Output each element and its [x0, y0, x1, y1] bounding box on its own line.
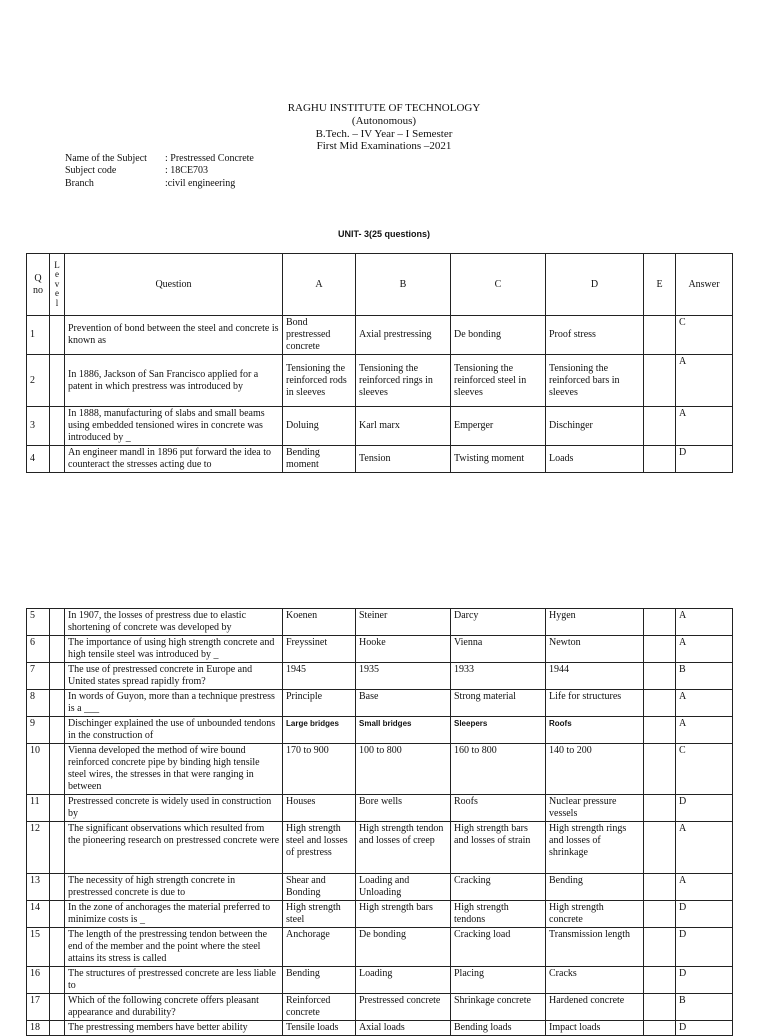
- option-d: Hygen: [546, 609, 644, 636]
- option-d: Impact loads: [546, 1021, 644, 1036]
- option-d: Transmission length: [546, 928, 644, 967]
- table-row: [27, 994, 733, 1021]
- option-d: Loads: [546, 446, 644, 473]
- question-text: In 1886, Jackson of San Francisco applied for a patent in which prestress was introduced by: [65, 355, 283, 407]
- question-text: The structures of prestressed concrete are less liable to: [65, 967, 283, 994]
- question-text: In 1907, the losses of prestress due to elastic shortening of concrete was developed by: [65, 609, 283, 636]
- question-text: The necessity of high strength concrete in prestressed concrete is due to: [65, 874, 283, 901]
- answer-cell: D: [676, 1021, 733, 1036]
- meta-branch: [65, 178, 235, 190]
- option-a: Freyssinet: [283, 636, 356, 663]
- question-text: An engineer mandl in 1896 put forward the idea to counteract the stresses acting due to: [65, 446, 283, 473]
- option-c: Darcy: [451, 609, 546, 636]
- meta-value: : 18CE703: [165, 165, 209, 176]
- option-c: 160 to 800: [451, 744, 546, 795]
- option-e: [644, 663, 676, 690]
- option-d: High strength rings and losses of shrinkage: [546, 822, 644, 874]
- answer-cell: D: [676, 901, 733, 928]
- table-row: [27, 663, 733, 690]
- option-e: [644, 407, 676, 446]
- answer-cell: D: [676, 928, 733, 967]
- question-number: 3: [27, 407, 50, 446]
- question-text: The prestressing members have better ability: [65, 1021, 283, 1036]
- option-a: Koenen: [283, 609, 356, 636]
- level-cell: [50, 822, 65, 874]
- institute-name: RAGHU INSTITUTE OF TECHNOLOGY: [287, 102, 481, 114]
- question-number: 10: [27, 744, 50, 795]
- option-d: Proof stress: [546, 316, 644, 355]
- level-cell: [50, 355, 65, 407]
- option-d: High strength concrete: [546, 901, 644, 928]
- question-number: 8: [27, 690, 50, 717]
- question-text: Which of the following concrete offers pleasant appearance and durability?: [65, 994, 283, 1021]
- level-cell: [50, 874, 65, 901]
- option-c: Twisting moment: [451, 446, 546, 473]
- option-a: Tensioning the reinforced rods in sleeves: [283, 355, 356, 407]
- level-cell: [50, 928, 65, 967]
- table-row: [27, 967, 733, 994]
- table-row: [27, 795, 733, 822]
- option-d: Cracks: [546, 967, 644, 994]
- question-number: 17: [27, 994, 50, 1021]
- table-row: [27, 744, 733, 795]
- option-d: Nuclear pressure vessels: [546, 795, 644, 822]
- meta-value: :civil engineering: [165, 178, 236, 189]
- table-row: [27, 1021, 733, 1036]
- option-b: Bore wells: [356, 795, 451, 822]
- option-c: De bonding: [451, 316, 546, 355]
- option-c: 1933: [451, 663, 546, 690]
- question-text: Prevention of bond between the steel and concrete is known as: [65, 316, 283, 355]
- option-b: 100 to 800: [356, 744, 451, 795]
- option-e: [644, 744, 676, 795]
- option-a: 170 to 900: [283, 744, 356, 795]
- option-c: Roofs: [451, 795, 546, 822]
- meta-label: Name of the Subject: [65, 153, 147, 164]
- table-row: [27, 690, 733, 717]
- option-a: Anchorage: [283, 928, 356, 967]
- level-cell: [50, 663, 65, 690]
- table-row: [27, 636, 733, 663]
- option-b: Loading: [356, 967, 451, 994]
- meta-label: Subject code: [65, 165, 117, 176]
- option-b: Tensioning the reinforced rings in sleeves: [356, 355, 451, 407]
- option-d: Tensioning the reinforced bars in sleeves: [546, 355, 644, 407]
- level-cell: [50, 967, 65, 994]
- header-answer: Answer: [676, 254, 733, 316]
- level-cell: [50, 1021, 65, 1036]
- option-a: Shear and Bonding: [283, 874, 356, 901]
- table-row: [27, 355, 733, 407]
- level-cell: [50, 609, 65, 636]
- answer-cell: C: [676, 316, 733, 355]
- level-cell: [50, 994, 65, 1021]
- question-number: 15: [27, 928, 50, 967]
- option-a: Doluing: [283, 407, 356, 446]
- option-d: Bending: [546, 874, 644, 901]
- answer-cell: A: [676, 822, 733, 874]
- option-c: Cracking load: [451, 928, 546, 967]
- level-cell: [50, 446, 65, 473]
- option-b: Axial loads: [356, 1021, 451, 1036]
- header-question: Question: [65, 254, 283, 316]
- answer-cell: D: [676, 795, 733, 822]
- option-e: [644, 874, 676, 901]
- answer-cell: A: [676, 874, 733, 901]
- level-cell: [50, 744, 65, 795]
- answer-cell: D: [676, 446, 733, 473]
- question-text: In 1888, manufacturing of slabs and small beams using embedded tensioned wires in concrete was introduced by _: [65, 407, 283, 446]
- option-e: [644, 355, 676, 407]
- option-d: Roofs: [546, 717, 644, 744]
- option-e: [644, 636, 676, 663]
- option-b: High strength tendon and losses of creep: [356, 822, 451, 874]
- question-text: In the zone of anchorages the material preferred to minimize costs is _: [65, 901, 283, 928]
- option-b: Loading and Unloading: [356, 874, 451, 901]
- meta-value: : Prestressed Concrete: [165, 153, 254, 164]
- option-d: Dischinger: [546, 407, 644, 446]
- option-c: Vienna: [451, 636, 546, 663]
- question-number: 14: [27, 901, 50, 928]
- option-e: [644, 717, 676, 744]
- option-e: [644, 901, 676, 928]
- question-number: 7: [27, 663, 50, 690]
- option-e: [644, 609, 676, 636]
- level-cell: [50, 901, 65, 928]
- option-e: [644, 967, 676, 994]
- table-row: [27, 407, 733, 446]
- option-c: Emperger: [451, 407, 546, 446]
- option-c: Strong material: [451, 690, 546, 717]
- option-c: Sleepers: [451, 717, 546, 744]
- option-a: Bond prestressed concrete: [283, 316, 356, 355]
- option-b: Tension: [356, 446, 451, 473]
- question-number: 18: [27, 1021, 50, 1036]
- level-cell: [50, 795, 65, 822]
- option-b: Hooke: [356, 636, 451, 663]
- question-text: The use of prestressed concrete in Europe and United states spread rapidly from?: [65, 663, 283, 690]
- option-b: High strength bars: [356, 901, 451, 928]
- answer-cell: A: [676, 690, 733, 717]
- header-qno: Q no: [27, 254, 50, 316]
- question-number: 9: [27, 717, 50, 744]
- question-text: Prestressed concrete is widely used in construction by: [65, 795, 283, 822]
- option-d: Newton: [546, 636, 644, 663]
- exam-title: First Mid Examinations –2021: [316, 140, 452, 152]
- question-text: The significant observations which resulted from the pioneering research on prestressed concrete were: [65, 822, 283, 874]
- table-row: [27, 928, 733, 967]
- table-header-row: [27, 254, 733, 316]
- question-number: 5: [27, 609, 50, 636]
- question-number: 16: [27, 967, 50, 994]
- option-e: [644, 1021, 676, 1036]
- question-text: Vienna developed the method of wire bound reinforced concrete pipe by binding high tensile steel wires, the stresses in that were ranging in between: [65, 744, 283, 795]
- option-c: Cracking: [451, 874, 546, 901]
- option-b: Small bridges: [356, 717, 451, 744]
- unit-title: UNIT- 3(25 questions): [337, 229, 430, 239]
- table-row: [27, 316, 733, 355]
- question-number: 1: [27, 316, 50, 355]
- answer-cell: D: [676, 967, 733, 994]
- option-a: Principle: [283, 690, 356, 717]
- option-b: Steiner: [356, 609, 451, 636]
- question-number: 12: [27, 822, 50, 874]
- answer-cell: B: [676, 994, 733, 1021]
- option-b: Karl marx: [356, 407, 451, 446]
- option-d: Life for structures: [546, 690, 644, 717]
- option-a: Bending moment: [283, 446, 356, 473]
- questions-table-top: [26, 253, 733, 473]
- table-row: [27, 901, 733, 928]
- option-a: Houses: [283, 795, 356, 822]
- meta-subject: [65, 153, 254, 165]
- answer-cell: A: [676, 717, 733, 744]
- questions-table-bottom: [26, 608, 733, 1036]
- option-c: Bending loads: [451, 1021, 546, 1036]
- option-c: Placing: [451, 967, 546, 994]
- question-text: In words of Guyon, more than a technique prestress is a ___: [65, 690, 283, 717]
- option-a: Large bridges: [283, 717, 356, 744]
- option-e: [644, 795, 676, 822]
- answer-cell: A: [676, 636, 733, 663]
- option-e: [644, 822, 676, 874]
- option-c: High strength bars and losses of strain: [451, 822, 546, 874]
- answer-cell: A: [676, 407, 733, 446]
- option-a: Bending: [283, 967, 356, 994]
- option-b: Base: [356, 690, 451, 717]
- option-e: [644, 316, 676, 355]
- option-e: [644, 690, 676, 717]
- level-cell: [50, 690, 65, 717]
- option-e: [644, 994, 676, 1021]
- option-d: Hardened concrete: [546, 994, 644, 1021]
- header-e: E: [644, 254, 676, 316]
- header-level-text: L e v e l: [54, 259, 60, 308]
- meta-label: Branch: [65, 178, 94, 189]
- question-number: 4: [27, 446, 50, 473]
- level-cell: [50, 407, 65, 446]
- program-line: B.Tech. – IV Year – I Semester: [315, 128, 453, 140]
- header-c: C: [451, 254, 546, 316]
- question-number: 13: [27, 874, 50, 901]
- option-a: Tensile loads: [283, 1021, 356, 1036]
- option-a: High strength steel and losses of prestress: [283, 822, 356, 874]
- option-a: Reinforced concrete: [283, 994, 356, 1021]
- meta-code: [65, 165, 208, 177]
- option-c: High strength tendons: [451, 901, 546, 928]
- answer-cell: A: [676, 609, 733, 636]
- institute-status: (Autonomous): [351, 115, 417, 127]
- question-text: The length of the prestressing tendon between the end of the member and the point where the steel attains its stress is called: [65, 928, 283, 967]
- option-b: Axial prestressing: [356, 316, 451, 355]
- answer-cell: C: [676, 744, 733, 795]
- header-level: [50, 254, 65, 316]
- question-number: 6: [27, 636, 50, 663]
- option-c: Shrinkage concrete: [451, 994, 546, 1021]
- option-e: [644, 928, 676, 967]
- option-b: 1935: [356, 663, 451, 690]
- table-row: [27, 609, 733, 636]
- option-d: 140 to 200: [546, 744, 644, 795]
- answer-cell: A: [676, 355, 733, 407]
- table-row: [27, 717, 733, 744]
- table-row: [27, 822, 733, 874]
- question-number: 2: [27, 355, 50, 407]
- table-row: [27, 446, 733, 473]
- header-b: B: [356, 254, 451, 316]
- level-cell: [50, 316, 65, 355]
- header-d: D: [546, 254, 644, 316]
- option-e: [644, 446, 676, 473]
- question-text: The importance of using high strength concrete and high tensile steel was introduced by _: [65, 636, 283, 663]
- option-a: 1945: [283, 663, 356, 690]
- option-d: 1944: [546, 663, 644, 690]
- option-a: High strength steel: [283, 901, 356, 928]
- option-b: De bonding: [356, 928, 451, 967]
- answer-cell: B: [676, 663, 733, 690]
- question-number: 11: [27, 795, 50, 822]
- level-cell: [50, 717, 65, 744]
- question-text: Dischinger explained the use of unbounded tendons in the construction of: [65, 717, 283, 744]
- option-b: Prestressed concrete: [356, 994, 451, 1021]
- table-row: [27, 874, 733, 901]
- option-c: Tensioning the reinforced steel in sleeves: [451, 355, 546, 407]
- header-a: A: [283, 254, 356, 316]
- level-cell: [50, 636, 65, 663]
